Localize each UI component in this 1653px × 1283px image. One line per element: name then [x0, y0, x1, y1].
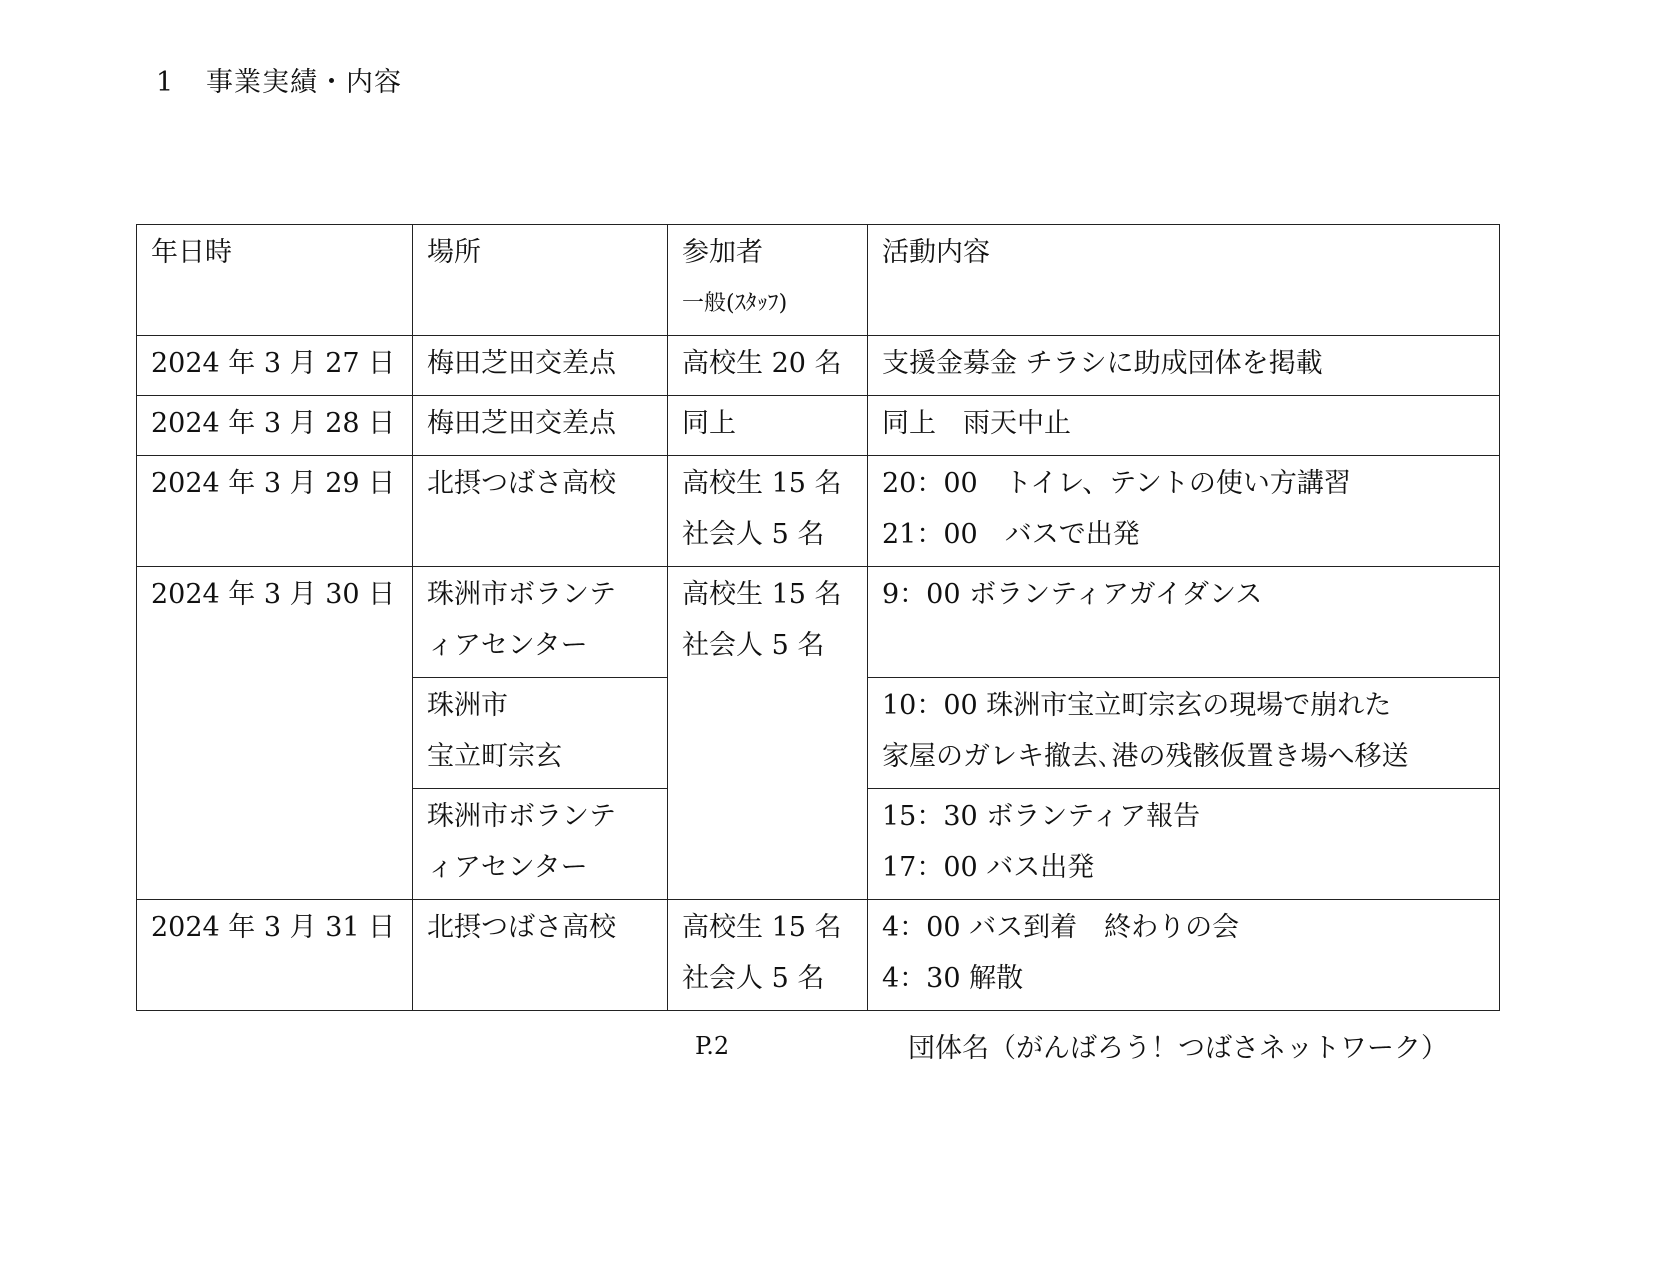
header-date: 年日時	[137, 225, 413, 336]
cell-place: 珠洲市 宝立町宗玄	[413, 678, 668, 789]
section-title: 事業実績・内容	[206, 67, 402, 98]
cell-participants: 高校生 15 名 社会人 5 名	[668, 456, 868, 567]
header-place: 場所	[413, 225, 668, 336]
table-row	[137, 336, 1500, 396]
cell-place: 北摂つばさ高校	[413, 900, 668, 1011]
section-number: 1	[156, 67, 175, 98]
cell-participants: 高校生 15 名 社会人 5 名	[668, 900, 868, 1011]
cell-activity: 10：00 珠洲市宝立町宗玄の現場で崩れた 家屋のガレキ撤去､港の残骸仮置き場へ移送	[868, 678, 1500, 789]
cell-participants: 同上	[668, 396, 868, 456]
activity-table	[136, 224, 1500, 1011]
cell-date: 2024 年 3 月 28 日	[137, 396, 413, 456]
cell-place: 珠洲市ボランテ ィアセンター	[413, 789, 668, 900]
page-number: P.2	[695, 1032, 730, 1060]
cell-activity: 支援金募金 チラシに助成団体を掲載	[868, 336, 1500, 396]
header-activity: 活動内容	[868, 225, 1500, 336]
cell-date: 2024 年 3 月 29 日	[137, 456, 413, 567]
section-heading	[156, 60, 402, 99]
cell-place: 北摂つばさ高校	[413, 456, 668, 567]
cell-date: 2024 年 3 月 30 日	[137, 567, 413, 900]
cell-date: 2024 年 3 月 27 日	[137, 336, 413, 396]
cell-activity: 同上 雨天中止	[868, 396, 1500, 456]
cell-activity: 20：00 トイレ、テントの使い方講習 21：00 バスで出発	[868, 456, 1500, 567]
table-row	[137, 567, 1500, 678]
organization-name: 団体名（がんばろう！つばさネットワーク）	[908, 1033, 1448, 1064]
cell-activity: 4：00 バス到着 終わりの会 4：30 解散	[868, 900, 1500, 1011]
cell-participants: 高校生 15 名 社会人 5 名	[668, 567, 868, 900]
cell-activity: 15：30 ボランティア報告 17：00 バス出発	[868, 789, 1500, 900]
cell-place: 梅田芝田交差点	[413, 396, 668, 456]
cell-date: 2024 年 3 月 31 日	[137, 900, 413, 1011]
table-row	[137, 456, 1500, 567]
header-participants: 参加者 一般(ｽﾀｯﾌ)	[668, 225, 868, 336]
cell-place: 珠洲市ボランテ ィアセンター	[413, 567, 668, 678]
cell-activity: 9：00 ボランティアガイダンス	[868, 567, 1500, 678]
table-row	[137, 396, 1500, 456]
table-header-row	[137, 225, 1500, 336]
table-row	[137, 900, 1500, 1011]
cell-place: 梅田芝田交差点	[413, 336, 668, 396]
cell-participants: 高校生 20 名	[668, 336, 868, 396]
